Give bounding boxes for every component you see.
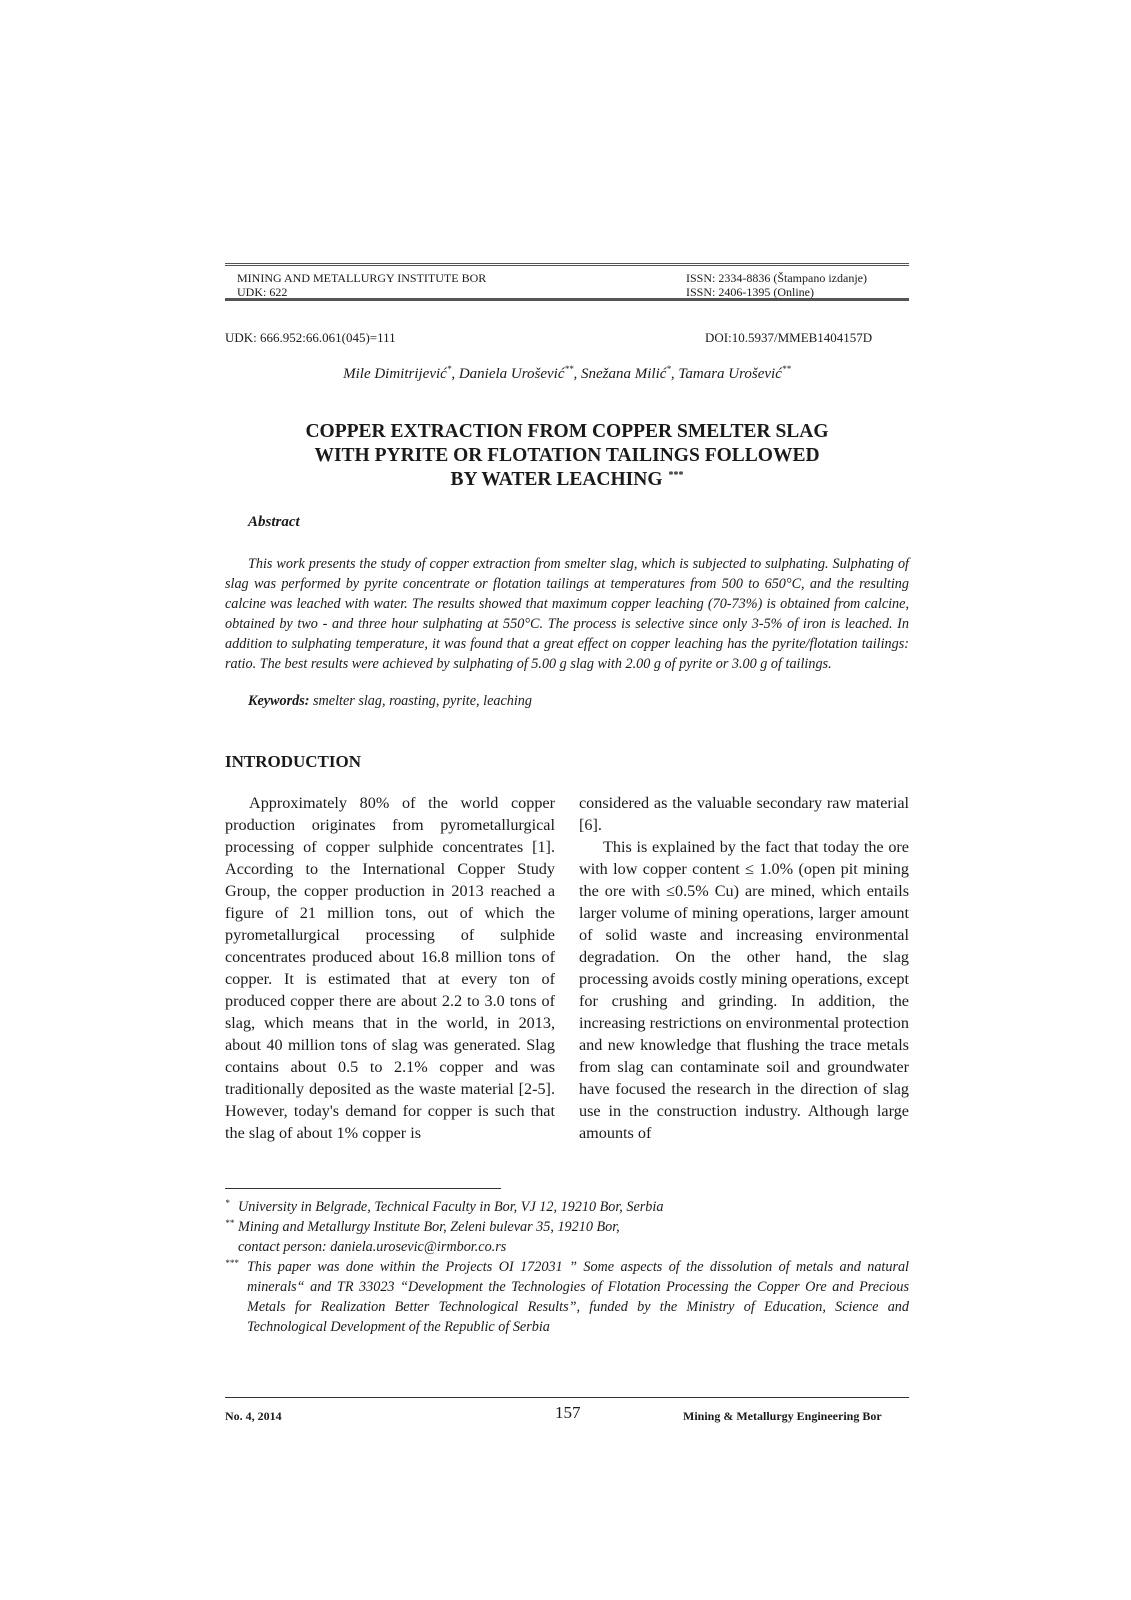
abstract-text: This work presents the study of copper extraction from smelter slag, which is subjected to sulphating. Sulphating of slag was performed by pyrite concentrate or flotation tailings at temperatures from 500 to 650°C, and the resulting calcine was leached with water. The results showed that maximum copper leaching (70-73%) is obtained from calcine, obtained by two - and three hour sulphating at 550°C. The process is selective since only 3-5% of iron is leached. In addition to sulphating temperature, it was found that a great effect on copper leaching has the pyrite/flotation tailings: ratio. The best results were achieved by sulphating of 5.00 g slag with 2.00 g of pyrite or 3.00 g of tailings. [225, 556, 909, 672]
title-footnote-mark: *** [668, 469, 684, 481]
footnote [225, 1197, 909, 1217]
affiliation-mark: * [666, 364, 671, 374]
body-paragraph: This is explained by the fact that today the ore with low copper content ≤ 1.0% (open pit mining the ore with ≤0.5% Cu) are mined, which entails larger volume of mining operations, larger amount of solid waste and increasing environmental degradation. On the other hand, the slag processing avoids costly mining operations, except for crushing and grinding. In addition, the increasing restrictions on environmental protection and new knowledge that flushing the trace metals from slag can contaminate soil and groundwater have focused the research in the direction of slag use in the construction industry. Although large amounts of [579, 838, 909, 1142]
title-line-last [225, 468, 909, 492]
keywords [248, 693, 532, 710]
title-line: COPPER EXTRACTION FROM COPPER SMELTER SLAG [305, 421, 829, 442]
abstract-heading: Abstract [248, 514, 300, 530]
section-heading-introduction: INTRODUCTION [225, 752, 362, 771]
footer-issue: No. 4, 2014 [225, 1409, 282, 1423]
keywords-list: smelter slag, roasting, pyrite, leaching [313, 693, 532, 709]
author-name: Snežana Milić [581, 366, 667, 382]
affiliation-mark: * [446, 364, 452, 374]
header-left [237, 271, 486, 299]
issn-online: ISSN: 2406-1395 (Online) [686, 285, 814, 299]
author-list: Mile Dimitrijević*, Daniela Urošević**, Snežana Milić*, Tamara Urošević** [343, 364, 791, 382]
article-doi: DOI:10.5937/MMEB1404157D [705, 330, 873, 345]
body-column-left [225, 792, 555, 1144]
footnote-mark: *** [225, 1258, 239, 1268]
author-name: Daniela Urošević [458, 366, 565, 382]
issn-print: ISSN: 2334-8836 (Štampano izdanje) [686, 271, 867, 285]
footnote-text: University in Belgrade, Technical Faculty in Bor, VJ 12, 19210 Bor, Serbia [238, 1199, 664, 1215]
footnotes [225, 1197, 909, 1337]
body-paragraph: Approximately 80% of the world copper production originates from pyrometallurgical processing of copper sulphide concentrates [1]. According to the International Copper Study Group, the copper production in 2013 reached a figure of 21 million tons, out of which the pyrometallurgical processing of sulphide concentrates produced about 16.8 million tons of copper. It is estimated that at every ton of produced copper there are about 2.2 to 3.0 tons of slag, which means that in the world, in 2013, about 40 million tons of slag was generated. Slag contains about 0.5 to 2.1% copper and was traditionally deposited as the waste material [2-5]. However, today's demand for copper is such that the slag of about 1% copper is [225, 794, 555, 1142]
paper-title [225, 420, 909, 492]
footnote-text: Mining and Metallurgy Institute Bor, Zeleni bulevar 35, 19210 Bor, [238, 1219, 620, 1235]
affiliation-mark: ** [564, 364, 574, 374]
footnote [225, 1217, 909, 1257]
header-right [686, 271, 867, 299]
keywords-label: Keywords: [248, 693, 310, 709]
footnote [225, 1257, 909, 1337]
page-number: 157 [555, 1403, 581, 1422]
title-line: WITH PYRITE OR FLOTATION TAILINGS FOLLOWED [314, 445, 820, 466]
affiliation-mark: ** [781, 364, 791, 374]
body-paragraph: considered as the valuable secondary raw material [6]. [579, 794, 909, 834]
institute-name: MINING AND METALLURGY INSTITUTE BOR [237, 271, 487, 285]
footer-divider [225, 1397, 909, 1398]
contact-email: contact person: daniela.urosevic@irmbor.co.rs [238, 1239, 507, 1255]
footnote-divider [225, 1188, 501, 1189]
article-udk: UDK: 666.952:66.061(045)=111 [225, 330, 396, 345]
journal-header [225, 263, 909, 301]
footnote-mark: ** [225, 1218, 234, 1228]
author-name: Mile Dimitrijević [343, 366, 447, 382]
title-line: BY WATER LEACHING [450, 469, 663, 490]
header-udk: UDK: 622 [237, 285, 288, 299]
body-column-right [579, 792, 909, 1144]
footer-journal: Mining & Metallurgy Engineering Bor [683, 1409, 882, 1423]
author-name: Tamara Urošević [678, 366, 782, 382]
footnote-text: This paper was done within the Projects OI 172031 ” Some aspects of the dissolution of metals and natural minerals“ and TR 33023 “Development the Technologies of Flotation Processing the Copper Ore and Precious Metals for Realization Better Technological Results”, funded by the Ministry of Education, Science and Technological Development of the Republic of Serbia [247, 1259, 909, 1335]
footnote-mark: * [225, 1198, 230, 1208]
